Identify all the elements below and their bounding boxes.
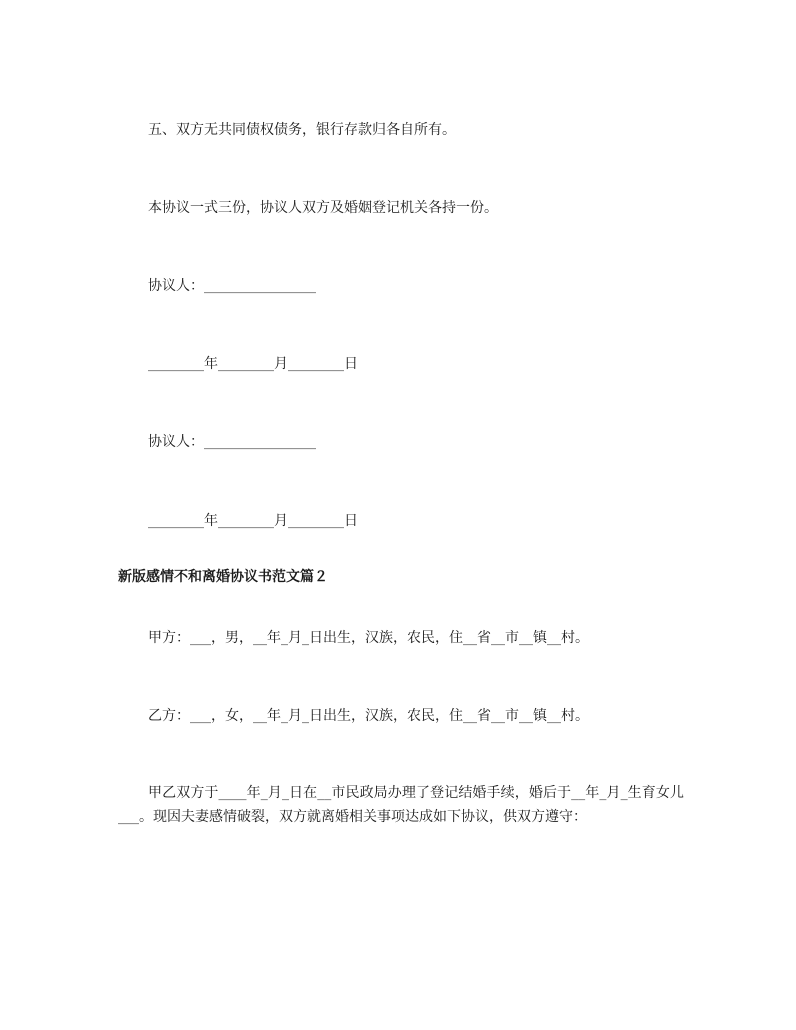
signature-line-2: 协议人：________________ bbox=[148, 434, 316, 450]
intro-paragraph: 甲乙双方于____年_月_日在__市民政局办理了登记结婚手续，婚后于__年_月_生育女儿___。现因夫妻感情破裂，双方就离婚相关事项达成如下协议，供双方遵守： bbox=[118, 785, 684, 825]
signature-line-1: 协议人：________________ bbox=[148, 278, 316, 294]
copies-note-text: 本协议一式三份，协议人双方及婚姻登记机关各持一份。 bbox=[148, 200, 498, 216]
party-b-text: 乙方：___，女，__年_月_日出生，汉族，农民，住__省__市__镇__村。 bbox=[148, 708, 589, 724]
clause-five-text: 五、双方无共同债权债务，银行存款归各自所有。 bbox=[148, 122, 456, 138]
party-a-text: 甲方：___，男，__年_月_日出生，汉族，农民，住__省__市__镇__村。 bbox=[148, 630, 589, 646]
date-line-1: ________年________月________日 bbox=[148, 356, 358, 372]
section-heading: 新版感情不和离婚协议书范文篇２ bbox=[118, 569, 328, 585]
date-line-2: ________年________月________日 bbox=[148, 513, 358, 529]
